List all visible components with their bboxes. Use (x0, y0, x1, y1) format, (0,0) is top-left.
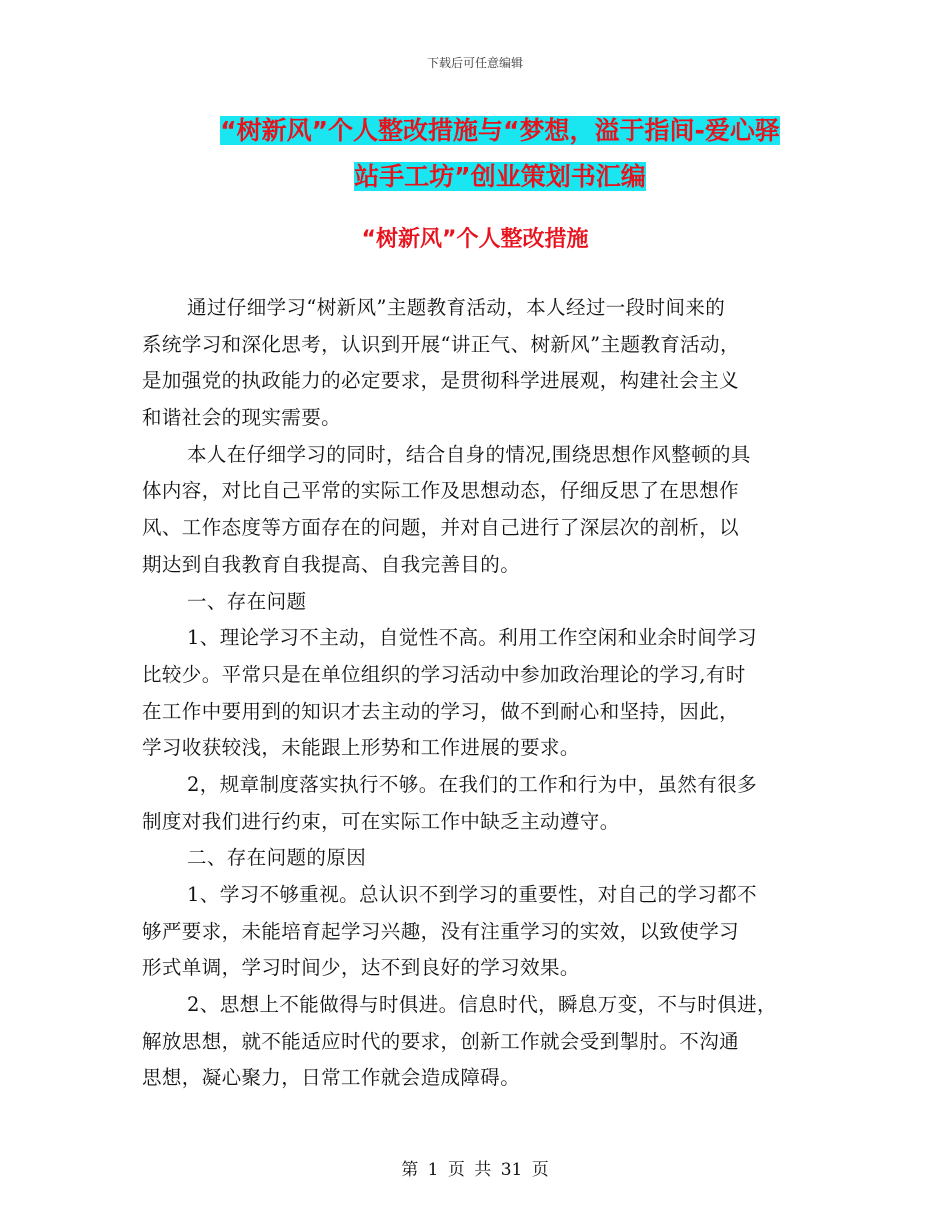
text-line: 学习收获较浅，未能跟上形势和工作进展的要求。 (142, 736, 580, 760)
text-line: 思想，凝心聚力，日常工作就会造成障碍。 (142, 1066, 521, 1090)
text-line: 二、存在问题的原因 (187, 846, 367, 870)
body-text (142, 290, 814, 1097)
text-line: 一、存在问题 (187, 589, 307, 613)
text-line: 解放思想，就不能适应时代的要求，创新工作就会受到掣肘。不沟通 (142, 1029, 740, 1053)
text-line: 风、工作态度等方面存在的问题，并对自己进行了深层次的剖析，以 (142, 516, 740, 540)
text-line: 在工作中要用到的知识才去主动的学习，做不到耐心和坚持，因此， (142, 699, 740, 723)
header-note: 下载后可任意编辑 (426, 56, 523, 70)
text-line: 本人在仔细学习的同时，结合自身的情况,围绕思想作风整顿的具 (187, 442, 751, 466)
text-line: 2，规章制度落实执行不够。在我们的工作和行为中，虽然有很多 (187, 772, 758, 796)
text-line: 形式单调，学习时间少，达不到良好的学习效果。 (142, 956, 580, 980)
text-line: 1、理论学习不主动，自觉性不高。利用工作空闲和业余时间学习 (187, 626, 758, 650)
text-line: 2、思想上不能做得与时俱进。信息时代，瞬息万变，不与时俱进， (187, 993, 777, 1017)
text-line: 是加强党的执政能力的必定要求，是贯彻科学进展观，构建社会主义 (142, 369, 740, 393)
text-line: 通过仔细学习“树新风”主题教育活动，本人经过一段时间来的 (187, 296, 726, 319)
text-line: 够严要求，未能培育起学习兴趣，没有注重学习的实效，以致使学习 (142, 919, 740, 943)
document-title-line-2: 站手工坊”创业策划书汇编 (354, 162, 646, 191)
document-title (150, 108, 850, 200)
text-line: 系统学习和深化思考，认识到开展“讲正气、树新风”主题教育活动， (142, 332, 740, 356)
text-line: 制度对我们进行约束，可在实际工作中缺乏主动遵守。 (142, 809, 620, 833)
page-footer: 第 1 页 共 31 页 (401, 1160, 549, 1180)
text-line: 和谐社会的现实需要。 (142, 406, 342, 430)
document-title-line-1: “树新风”个人整改措施与“梦想，溢于指间-爱心驿 (220, 116, 780, 145)
text-line: 期达到自我教育自我提高、自我完善目的。 (142, 552, 521, 576)
text-line: 体内容，对比自己平常的实际工作及思想动态，仔细反思了在思想作 (142, 479, 740, 503)
text-line: 1、学习不够重视。总认识不到学习的重要性，对自己的学习都不 (187, 883, 758, 906)
section-title: “树新风”个人整改措施 (361, 227, 589, 252)
text-line: 比较少。平常只是在单位组织的学习活动中参加政治理论的学习,有时 (142, 662, 746, 686)
